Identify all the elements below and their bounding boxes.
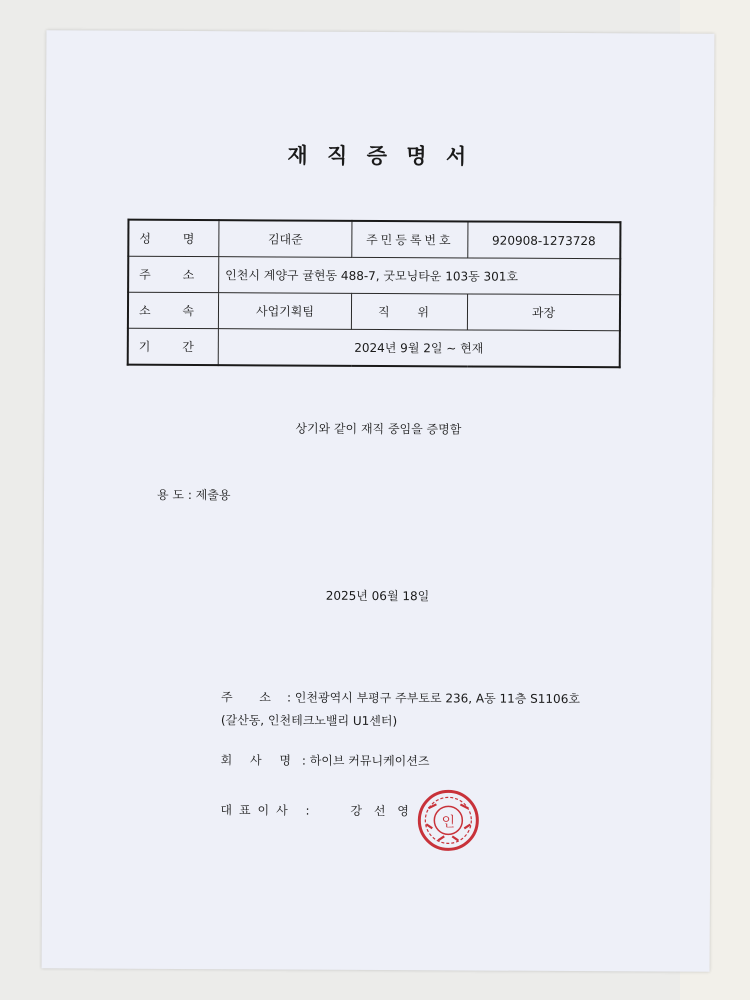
table-row: [128, 292, 620, 331]
dept-label: 소 속: [128, 292, 219, 328]
table-row: [128, 256, 620, 295]
company-address-line1: : 인천광역시 부평구 주부토로 236, A동 11층 S1106호: [286, 690, 580, 707]
usage-purpose: 용 도 : 제출용: [156, 487, 231, 503]
period-value: 2024년 9월 2일 ~ 현재: [218, 329, 620, 368]
certification-statement: 상기와 같이 재직 중임을 증명함: [295, 421, 462, 437]
document-title: 재 직 증 명 서: [287, 143, 473, 169]
id-value: 920908-1273728: [468, 221, 621, 258]
company-seal-icon: [416, 788, 480, 852]
dept-value: 사업기획팀: [218, 293, 351, 330]
name-value: 김대준: [219, 220, 352, 257]
position-value: 과장: [467, 294, 620, 331]
company-name: [221, 751, 430, 769]
table-row: [128, 220, 620, 259]
seal-label: 인: [441, 814, 456, 831]
address-value: 인천시 계양구 귤현동 488-7, 굿모닝타운 103동 301호: [219, 257, 621, 295]
id-label: 주민등록번호: [352, 221, 468, 258]
company-address-line2: (갈산동, 인천테크노밸리 U1센터): [220, 713, 398, 729]
company-address: [221, 686, 580, 734]
address-label: 주 소: [128, 256, 219, 292]
ceo-label: 대표이사 :: [220, 803, 317, 818]
ceo: [220, 801, 413, 819]
name-label: 성 명: [128, 220, 219, 257]
ceo-name: 강 선 영: [350, 803, 413, 819]
employee-info-table: [127, 219, 622, 369]
position-label: 직 위: [351, 293, 467, 330]
company-name-value: : 하이브 커뮤니케이션즈: [301, 753, 430, 769]
company-address-label: 주 소: [220, 690, 271, 705]
issue-date: 2025년 06월 18일: [325, 588, 430, 604]
period-label: 기 간: [128, 328, 219, 365]
certificate-paper: [42, 30, 715, 971]
table-row: [128, 328, 620, 367]
company-name-label: 회 사 명: [220, 753, 299, 768]
